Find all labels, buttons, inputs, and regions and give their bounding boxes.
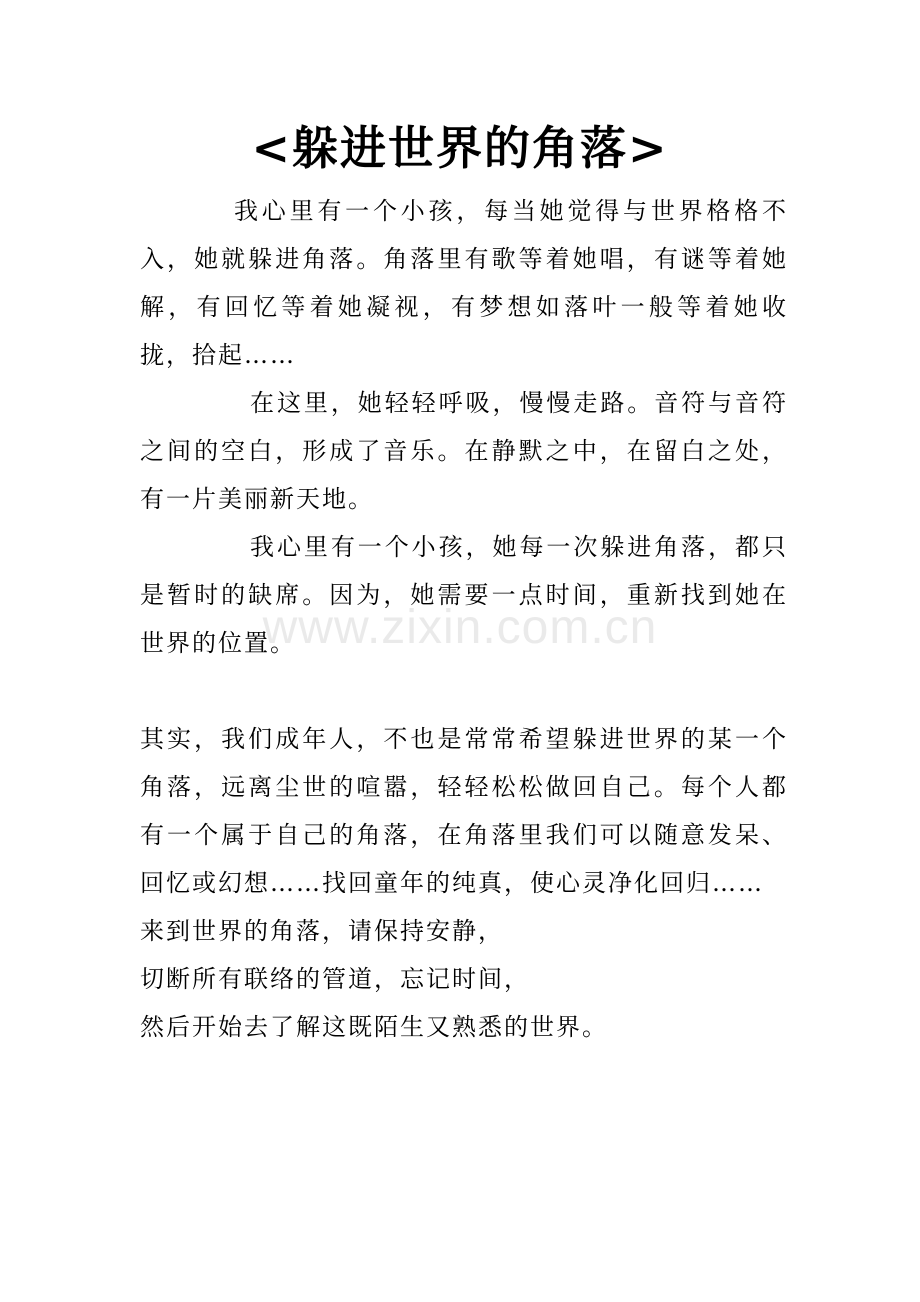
document-title: <躲进世界的角落>: [251, 121, 669, 175]
paragraph-1: 我心里有一个小孩，每当她觉得与世界格格不入，她就躲进角落。角落里有歌等着她唱，有谜等着她解，有回忆等着她凝视，有梦想如落叶一般等着她收拢，拾起……: [140, 197, 788, 369]
paragraph-3: 我心里有一个小孩，她每一次躲进角落，都只是暂时的缺席。因为，她需要一点时间，重新找到她在世界的位置。: [140, 533, 788, 657]
watermark-text: www.zixin.com.cn: [262, 601, 658, 654]
paragraph-4: 其实，我们成年人，不也是常常希望躲进世界的某一个角落，远离尘世的喧嚣，轻轻松松做回自己。每个人都有一个属于自己的角落，在角落里我们可以随意发呆、回忆或幻想……找回童年的纯真，使心灵净化回归……: [140, 725, 788, 897]
paragraph-spacer: [140, 667, 788, 715]
document-body: [140, 187, 788, 1051]
paragraph-2: 在这里，她轻轻呼吸，慢慢走路。音符与音符之间的空白，形成了音乐。在静默之中，在留白之处，有一片美丽新天地。: [140, 389, 788, 513]
verse-line-3: 然后开始去了解这既陌生又熟悉的世界。: [140, 1013, 608, 1041]
verse-line-1: 来到世界的角落，请保持安静，: [140, 917, 504, 945]
verse-line-2: 切断所有联络的管道，忘记时间，: [140, 965, 530, 993]
